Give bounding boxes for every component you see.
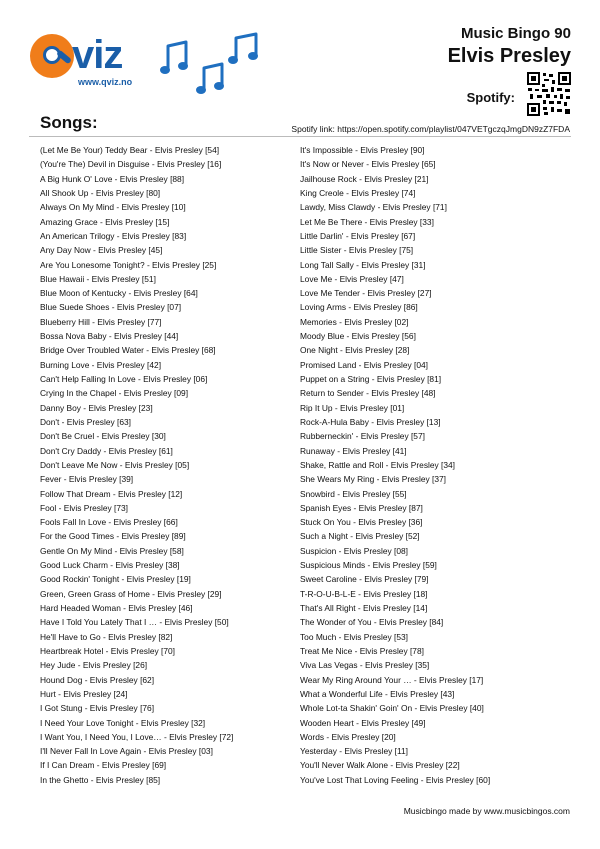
qr-code-icon[interactable] (527, 72, 571, 116)
list-item: I Want You, I Need You, I Love… - Elvis Presley [72] (40, 731, 234, 742)
list-item: Memories - Elvis Presley [02] (300, 316, 409, 327)
list-item: Words - Elvis Presley [20] (300, 731, 396, 742)
list-item: Return to Sender - Elvis Presley [48] (300, 388, 436, 399)
list-item: Don't Be Cruel - Elvis Presley [30] (40, 431, 166, 442)
list-item: Don't Leave Me Now - Elvis Presley [05] (40, 459, 190, 470)
list-item: Follow That Dream - Elvis Presley [12] (40, 488, 183, 499)
list-item: Stuck On You - Elvis Presley [36] (300, 517, 423, 528)
divider (29, 136, 571, 137)
list-item: Danny Boy - Elvis Presley [23] (40, 402, 153, 413)
list-item: Any Day Now - Elvis Presley [45] (40, 245, 163, 256)
list-item: King Creole - Elvis Presley [74] (300, 187, 416, 198)
list-item: Fool - Elvis Presley [73] (40, 502, 128, 513)
list-item: Wooden Heart - Elvis Presley [49] (300, 717, 426, 728)
list-item: Burning Love - Elvis Presley [42] (40, 359, 162, 370)
list-item: Spanish Eyes - Elvis Presley [87] (300, 502, 423, 513)
list-item: He'll Have to Go - Elvis Presley [82] (40, 631, 173, 642)
list-item: Have I Told You Lately That I … - Elvis Presley [50] (40, 617, 229, 628)
list-item: Blue Moon of Kentucky - Elvis Presley [64] (40, 288, 198, 299)
list-item: Moody Blue - Elvis Presley [56] (300, 331, 416, 342)
list-item: Hound Dog - Elvis Presley [62] (40, 674, 155, 685)
list-item: I Got Stung - Elvis Presley [76] (40, 703, 155, 714)
list-item: Are You Lonesome Tonight? - Elvis Presley [25] (40, 259, 217, 270)
list-item: What a Wonderful Life - Elvis Presley [43] (300, 688, 455, 699)
list-item: Shake, Rattle and Roll - Elvis Presley [34] (300, 459, 456, 470)
title-line-2: Elvis Presley (447, 45, 571, 67)
list-item: Sweet Caroline - Elvis Presley [79] (300, 574, 429, 585)
list-item: Suspicion - Elvis Presley [08] (300, 545, 408, 556)
list-item: I Need Your Love Tonight - Elvis Presley [32] (40, 717, 206, 728)
list-item: Rock-A-Hula Baby - Elvis Presley [13] (300, 416, 441, 427)
list-item: Promised Land - Elvis Presley [04] (300, 359, 429, 370)
list-item: Hurt - Elvis Presley [24] (40, 688, 128, 699)
list-item: Good Rockin' Tonight - Elvis Presley [19] (40, 574, 191, 585)
list-item: Fools Fall In Love - Elvis Presley [66] (40, 517, 178, 528)
list-item: An American Trilogy - Elvis Presley [83] (40, 230, 187, 241)
spotify-label: Spotify: (466, 90, 515, 105)
list-item: Yesterday - Elvis Presley [11] (300, 746, 408, 757)
list-item: Blue Hawaii - Elvis Presley [51] (40, 273, 156, 284)
list-item: Rip It Up - Elvis Presley [01] (300, 402, 405, 413)
list-item: Such a Night - Elvis Presley [52] (300, 531, 420, 542)
list-item: Hard Headed Woman - Elvis Presley [46] (40, 603, 193, 613)
music-notes-icon (160, 30, 270, 96)
list-item: Whole Lot-ta Shakin' Goin' On - Elvis Presley [40] (300, 703, 484, 714)
list-item: I'll Never Fall In Love Again - Elvis Presley [03] (40, 746, 213, 757)
list-item: Puppet on a String - Elvis Presley [81] (300, 374, 442, 384)
list-item: Loving Arms - Elvis Presley [86] (300, 302, 418, 313)
list-item: T-R-O-U-B-L-E - Elvis Presley [18] (300, 588, 428, 599)
list-item: Jailhouse Rock - Elvis Presley [21] (300, 173, 429, 184)
logo-url: www.qviz.no (78, 77, 133, 87)
list-item: A Big Hunk O' Love - Elvis Presley [88] (40, 173, 185, 184)
spotify-link[interactable]: Spotify link: https://open.spotify.com/playlist/047VETgczqJmgDN9zZ7FDA (291, 124, 570, 134)
list-item: It's Now or Never - Elvis Presley [65] (300, 159, 436, 170)
list-item: Fever - Elvis Presley [39] (40, 474, 134, 485)
list-item: For the Good Times - Elvis Presley [89] (40, 531, 186, 542)
list-item: Hey Jude - Elvis Presley [26] (40, 660, 148, 671)
list-item: Don't Cry Daddy - Elvis Presley [61] (40, 445, 173, 456)
list-item: Too Much - Elvis Presley [53] (300, 631, 408, 642)
list-item: Long Tall Sally - Elvis Presley [31] (300, 259, 426, 270)
list-item: Bridge Over Troubled Water - Elvis Presley [68] (40, 345, 216, 356)
list-item: Viva Las Vegas - Elvis Presley [35] (300, 660, 430, 671)
list-item: You'll Never Walk Alone - Elvis Presley [22] (300, 760, 460, 771)
title-line-1: Music Bingo 90 (460, 25, 571, 42)
list-item: Suspicious Minds - Elvis Presley [59] (300, 560, 437, 571)
list-item: All Shook Up - Elvis Presley [80] (40, 187, 161, 198)
list-item: It's Impossible - Elvis Presley [90] (300, 145, 425, 155)
list-item: One Night - Elvis Presley [28] (300, 345, 410, 356)
list-item: Gentle On My Mind - Elvis Presley [58] (40, 545, 184, 556)
list-item: Always On My Mind - Elvis Presley [10] (40, 202, 186, 213)
list-item: Good Luck Charm - Elvis Presley [38] (40, 560, 180, 571)
list-item: (You're The) Devil in Disguise - Elvis Presley [16] (40, 159, 222, 170)
list-item: Crying In the Chapel - Elvis Presley [09] (40, 388, 189, 399)
list-item: Can't Help Falling In Love - Elvis Presley [06] (40, 374, 208, 384)
list-item: Little Darlin' - Elvis Presley [67] (300, 230, 416, 241)
qviz-logo (26, 20, 166, 92)
list-item: (Let Me Be Your) Teddy Bear - Elvis Presley [54] (40, 145, 220, 155)
logo-brand-text: viz (72, 33, 123, 77)
list-item: Snowbird - Elvis Presley [55] (300, 488, 407, 499)
list-item: She Wears My Ring - Elvis Presley [37] (300, 474, 446, 485)
list-item: Heartbreak Hotel - Elvis Presley [70] (40, 645, 175, 656)
list-item: Don't - Elvis Presley [63] (40, 416, 131, 427)
list-item: Amazing Grace - Elvis Presley [15] (40, 216, 170, 227)
list-item: Green, Green Grass of Home - Elvis Presley [29] (40, 588, 222, 599)
list-item: Wear My Ring Around Your … - Elvis Presley [17] (300, 674, 484, 685)
list-item: Love Me Tender - Elvis Presley [27] (300, 288, 432, 299)
list-item: If I Can Dream - Elvis Presley [69] (40, 760, 167, 771)
list-item: That's All Right - Elvis Presley [14] (300, 603, 428, 613)
list-item: You've Lost That Loving Feeling - Elvis Presley [60] (300, 774, 491, 785)
list-item: Rubberneckin' - Elvis Presley [57] (300, 431, 425, 442)
page-title (448, 25, 571, 69)
songs-list-left (40, 143, 302, 787)
list-item: Treat Me Nice - Elvis Presley [78] (300, 645, 424, 656)
list-item: In the Ghetto - Elvis Presley [85] (40, 774, 161, 785)
songs-heading: Songs: (40, 113, 98, 132)
list-item: Blueberry Hill - Elvis Presley [77] (40, 316, 162, 327)
list-item: Love Me - Elvis Presley [47] (300, 273, 404, 284)
list-item: Runaway - Elvis Presley [41] (300, 445, 407, 456)
list-item: Let Me Be There - Elvis Presley [33] (300, 216, 434, 227)
list-item: Bossa Nova Baby - Elvis Presley [44] (40, 331, 179, 342)
list-item: The Wonder of You - Elvis Presley [84] (300, 617, 444, 628)
list-item: Blue Suede Shoes - Elvis Presley [07] (40, 302, 182, 313)
footer-credit: Musicbingo made by www.musicbingos.com (403, 806, 570, 816)
list-item: Lawdy, Miss Clawdy - Elvis Presley [71] (300, 202, 447, 213)
songs-list-right (300, 143, 562, 787)
list-item: Little Sister - Elvis Presley [75] (300, 245, 414, 256)
